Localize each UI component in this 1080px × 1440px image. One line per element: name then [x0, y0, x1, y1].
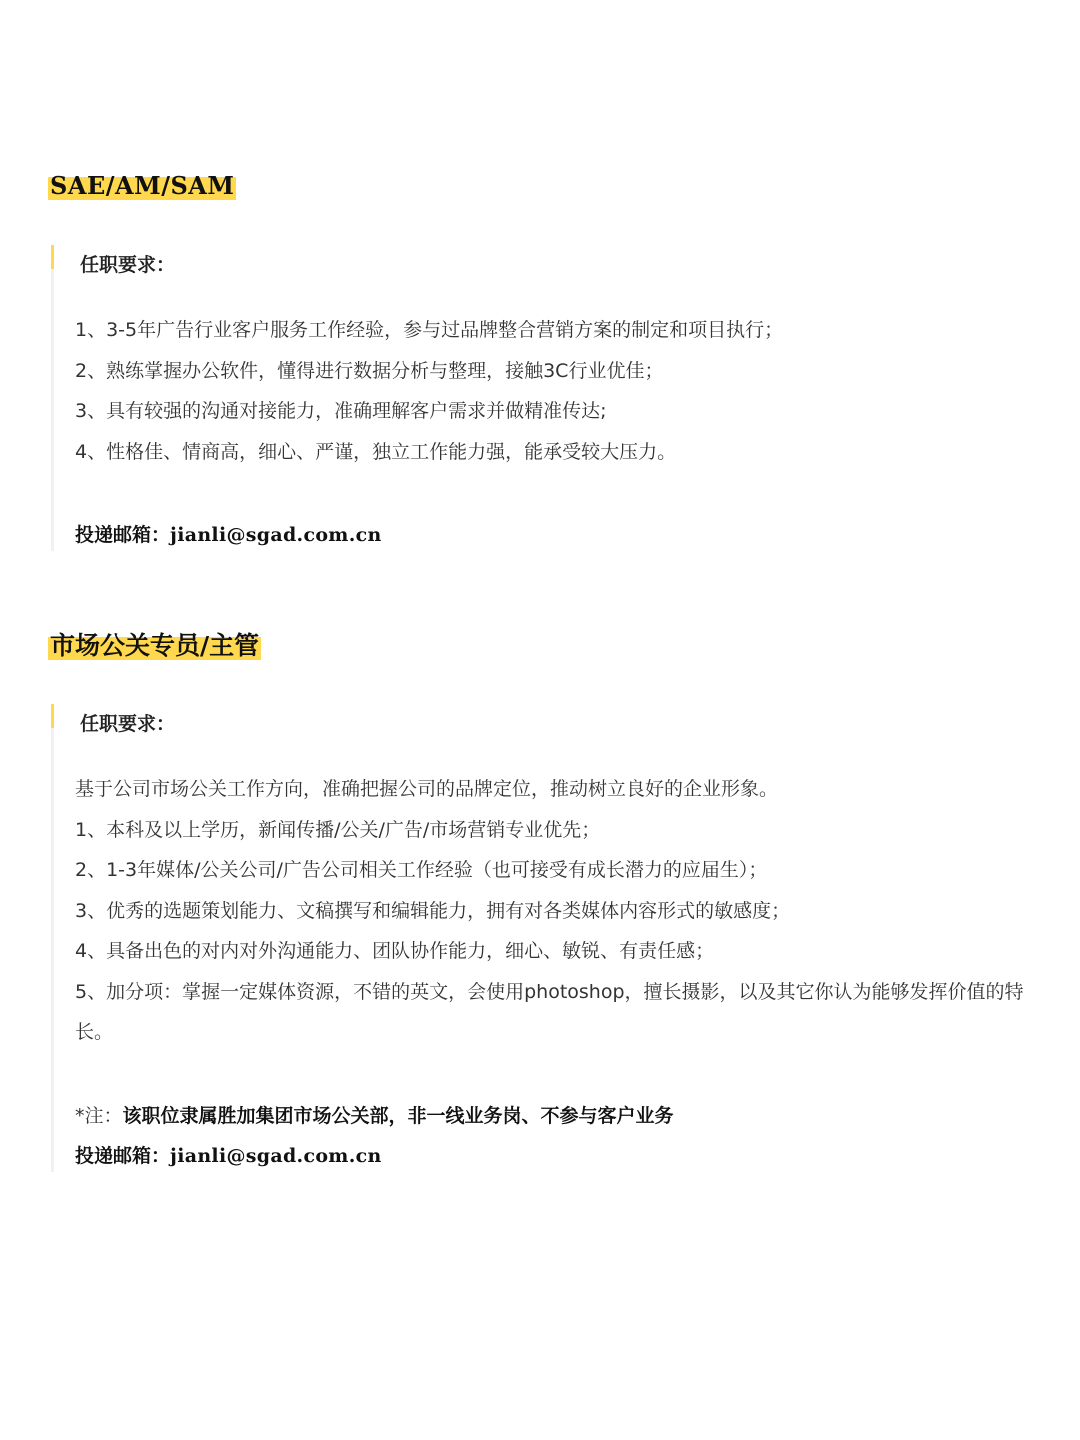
list-item: 4、性格佳、情商高，细心、严谨，独立工作能力强，能承受较大压力。	[75, 440, 677, 463]
email-address[interactable]: jianli@sgad.com.cn	[170, 524, 382, 546]
requirements-list	[75, 310, 1035, 472]
section-left-bar	[51, 704, 54, 1172]
list-item: 5、加分项：掌握一定媒体资源，不错的英文，会使用photoshop，擅长摄影，以及其它你认为能够发挥价值的特长。	[75, 980, 1024, 1043]
list-item: 1、3-5年广告行业客户服务工作经验，参与过品牌整合营销方案的制定和项目执行；	[75, 319, 784, 341]
email-line	[75, 520, 382, 547]
list-item: 3、具有较强的沟通对接能力，准确理解客户需求并做精准传达;	[75, 400, 607, 422]
email-line	[75, 1141, 382, 1168]
section-left-bar	[51, 245, 54, 551]
list-item: 4、具备出色的对内对外沟通能力、团队协作能力，细心、敏锐、有责任感；	[75, 940, 715, 962]
email-address[interactable]: jianli@sgad.com.cn	[170, 1145, 382, 1167]
job-title-sae	[48, 172, 236, 201]
section-bar-accent	[51, 245, 54, 269]
note-prefix: *注：	[75, 1105, 123, 1127]
list-item: 1、本科及以上学历，新闻传播/公关/广告/市场营销专业优先；	[75, 818, 601, 841]
job-title-pr	[48, 631, 261, 661]
requirements-heading: 任职要求：	[80, 254, 176, 276]
job-title-text: SAE/AM/SAM	[50, 171, 235, 200]
list-item: 3、优秀的选题策划能力、文稿撰写和编辑能力，拥有对各类媒体内容形式的敏感度；	[75, 899, 791, 922]
job-title-text: 市场公关专员/主管	[50, 631, 260, 660]
position-note	[75, 1101, 674, 1128]
email-label: 投递邮箱：	[75, 1145, 171, 1167]
list-item: 2、1-3年媒体/公关公司/广告公司相关工作经验（也可接受有成长潜力的应届生）；	[75, 859, 768, 881]
section-bar-accent	[51, 704, 54, 728]
list-item: 2、熟练掌握办公软件，懂得进行数据分析与整理，接触3C行业优佳；	[75, 359, 664, 382]
requirements-list	[75, 769, 1035, 1053]
email-label: 投递邮箱：	[75, 524, 171, 546]
note-body: 该职位隶属胜加集团市场公关部，非一线业务岗、不参与客户业务	[122, 1105, 674, 1127]
list-item: 基于公司市场公关工作方向，准确把握公司的品牌定位，推动树立良好的企业形象。	[75, 778, 779, 800]
requirements-heading: 任职要求：	[80, 713, 176, 735]
